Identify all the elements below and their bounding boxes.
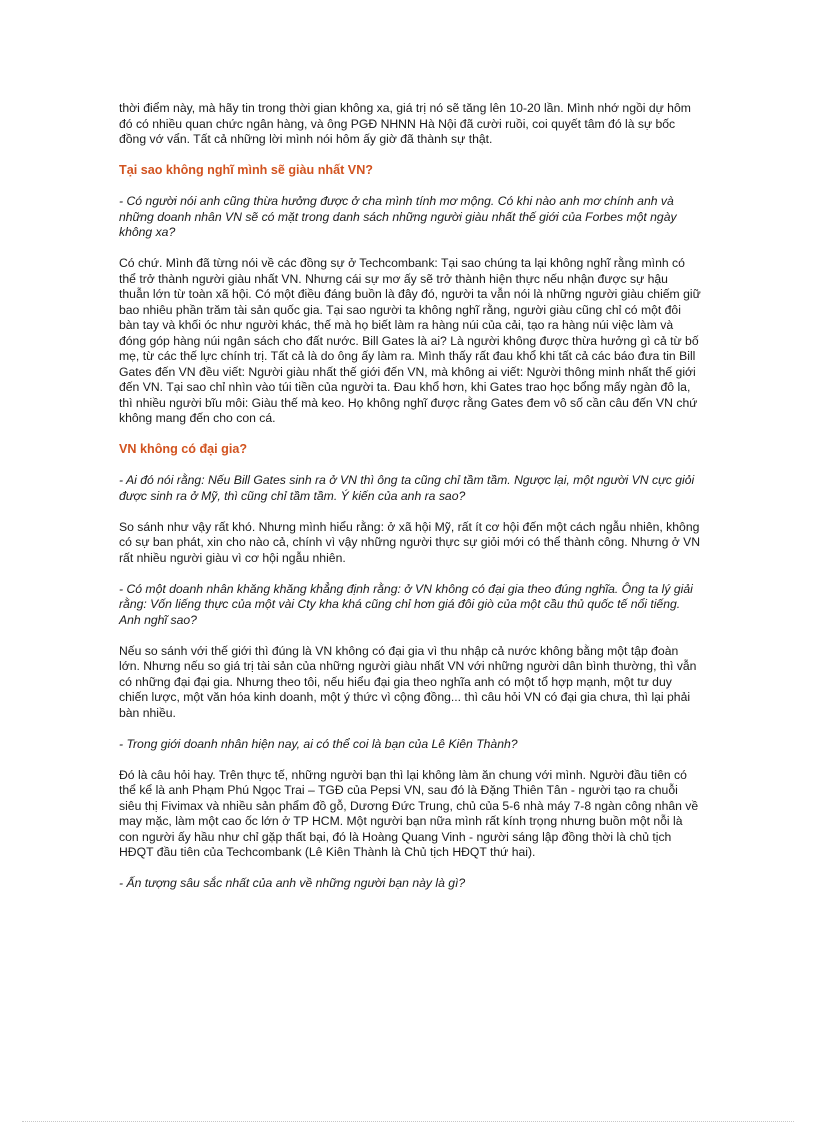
interview-answer: Đó là câu hỏi hay. Trên thực tế, những người bạn thì lại không làm ăn chung với mình. Người đầu tiên có thể kể là anh Phạm Phú Ngọc Trai – TGĐ của Pepsi VN, sau đó là Đặng Thiên Tân - người tạo ra chuỗi siêu thị Fivimax và nhiều sản phẩm đồ gỗ, Dương Đức Trung, chủ của 5-6 nhà máy 7-8 ngàn công nhân về may mặc, làm một cao ốc lớn ở TP HCM. Một người bạn nữa mình rất kính trọng nhưng buồn một nỗi là con người ấy hầu như chỉ gặp thất bại, đó là Hoàng Quang Vinh - người sáng lập đồng thời là chủ tịch HĐQT đầu tiên của Techcombank (Lê Kiên Thành là Chủ tịch HĐQT thứ hai). xyxy=(119,767,699,859)
interview-question: - Ai đó nói rằng: Nếu Bill Gates sinh ra ở VN thì ông ta cũng chỉ tầm tầm. Ngược lại, một người VN cực giỏi được sinh ra ở Mỹ, thì cũng chỉ tầm tầm. Ý kiến của anh ra sao? xyxy=(119,473,695,503)
article-body xyxy=(119,101,701,907)
interview-question: - Ấn tượng sâu sắc nhất của anh về những người bạn này là gì? xyxy=(119,876,466,890)
section-heading-tycoon: VN không có đại gia? xyxy=(119,442,248,456)
interview-answer: So sánh như vậy rất khó. Nhưng mình hiểu rằng: ở xã hội Mỹ, rất ít cơ hội đến một cách ngẫu nhiên, không có sự ban phát, xin cho nào cả, chính vì vậy những người thực sự giỏi mới có thể thành công. Nhưng ở VN rất nhiều người giàu vì cơ hội ngẫu nhiên. xyxy=(119,519,701,565)
section-heading-richest: Tại sao không nghĩ mình sẽ giàu nhất VN? xyxy=(119,163,373,177)
interview-question: - Có người nói anh cũng thừa hưởng được ở cha mình tính mơ mộng. Có khi nào anh mơ chính anh và những doanh nhân VN sẽ có mặt trong danh sách những người giàu nhất thế giới của Forbes một ngày không xa? xyxy=(119,194,677,239)
interview-answer: Có chứ. Mình đã từng nói về các đồng sự ở Techcombank: Tại sao chúng ta lại không nghĩ rằng mình có thể trở thành người giàu nhất VN. Nhưng cái sự mơ ấy sẽ trở thành hiện thực nếu nhận được sự hậu thuẫn lớn từ toàn xã hội. Có một điều đáng buồn là đây đó, người ta vẫn nói là những người giàu chiếm giữ bao nhiêu phần trăm tài sản quốc gia. Tại sao người ta không nghĩ rằng, người giàu cũng chỉ có một đôi bàn tay và khối óc như người khác, thế mà họ biết làm ra hàng núi của cải, tạo ra hàng núi việc làm và đóng góp hàng núi ngân sách cho đất nước. Bill Gates là ai? Là người không được thừa hưởng gì cả từ bố mẹ, từ các thế lực chính trị. Tất cả là do ông ấy làm ra. Mình thấy rất đau khổ khi tất cả các báo đưa tin Bill Gates đến VN đều viết: Người giàu nhất thế giới đến VN, mà không ai viết: Người thông minh nhất thế giới đến VN. Tại sao chỉ nhìn vào túi tiền của người ta. Đau khổ hơn, khi Gates trao học bổng mấy ngàn đô la, thì nhiều người bĩu môi: Giàu thế mà keo. Họ không nghĩ được rằng Gates đem vô số cần câu đến VN chứ không mang đến cho con cá. xyxy=(119,256,701,425)
interview-question: - Trong giới doanh nhân hiện nay, ai có thể coi là bạn của Lê Kiên Thành? xyxy=(119,736,518,751)
interview-question: - Có một doanh nhân khăng khăng khẳng định rằng: ở VN không có đại gia theo đúng nghĩa. Ông ta lý giải rằng: Vốn liếng thực của một vài Cty kha khá cũng chỉ hơn giá đôi giò của một cầu thủ quốc tế nổi tiếng. Anh nghĩ sao? xyxy=(119,581,693,627)
paragraph-continuation: thời điểm này, mà hãy tin trong thời gian không xa, giá trị nó sẽ tăng lên 10-20 lần. Mình nhớ ngồi dự hôm đó có nhiều quan chức ngân hàng, và ông PGĐ NHNN Hà Nội đã cười ruồi, coi quyết tâm đó là sự bốc đồng vớ vẩn. Tất cả những lời mình nói hôm ấy giờ đã thành sự thật. xyxy=(119,101,691,146)
interview-answer: Nếu so sánh với thế giới thì đúng là VN không có đại gia vì thu nhập cả nước không bằng một tập đoàn lớn. Nhưng nếu so giá trị tài sản của những người giàu nhất VN với những người dân bình thường, thì vẫn có những đại đại gia. Nhưng theo tôi, nếu hiểu đại gia theo nghĩa anh có một tổ hợp mạnh, một tư duy chiến lược, một văn hóa kinh doanh, một ý thức vì cộng đồng... thì câu hỏi VN có đại gia chưa, thì lại phải bàn nhiều. xyxy=(119,643,697,720)
page-bottom-divider xyxy=(22,1121,794,1122)
